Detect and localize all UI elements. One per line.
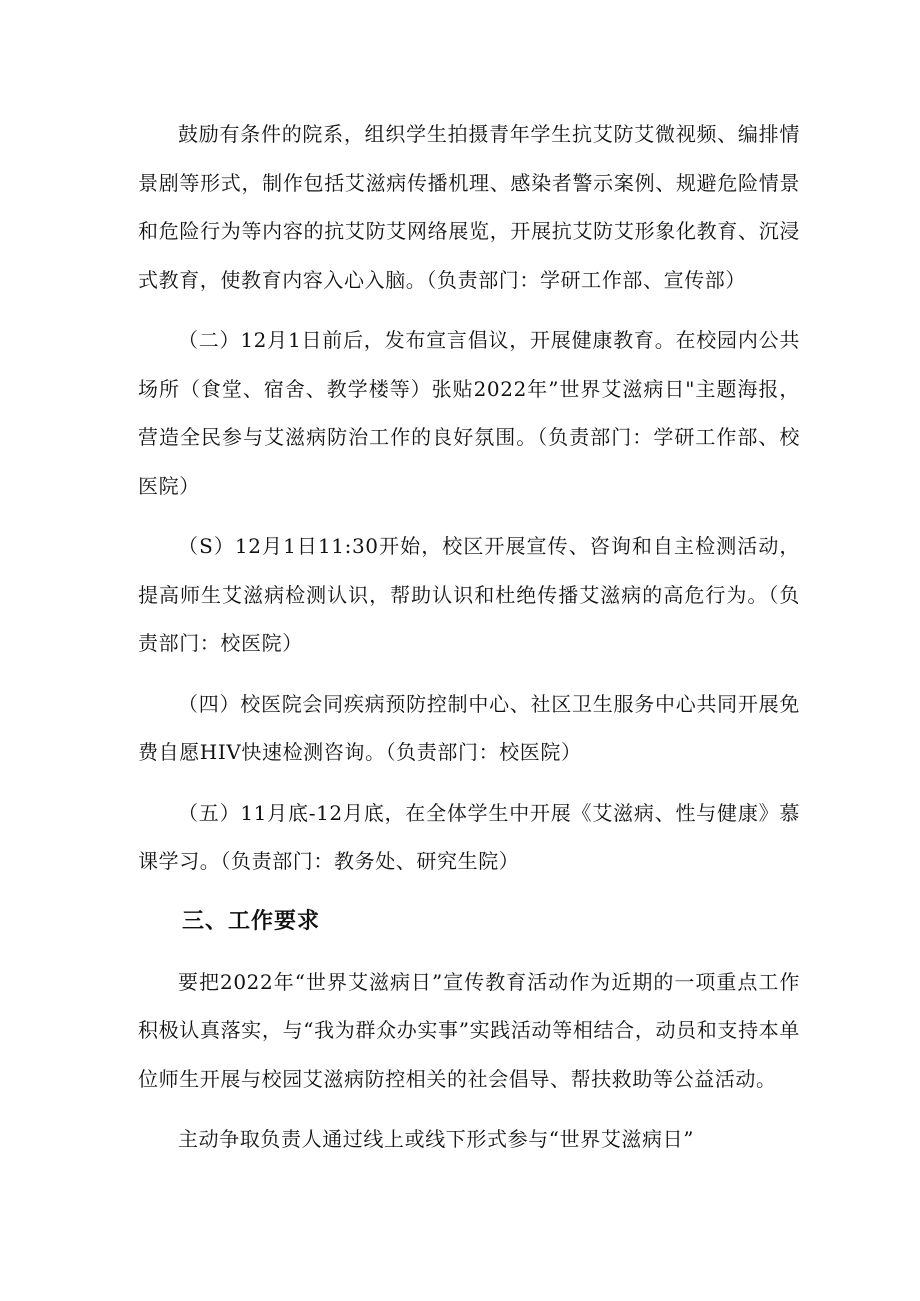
document-body (138, 110, 800, 1176)
paragraph-encourage-departments: 鼓励有条件的院系，组织学生拍摄青年学生抗艾防艾微视频、编排情景剧等形式，制作包括艾滋病传播机理、感染者警示案例、规避危险情景和危险行为等内容的抗艾防艾网络展览，开展抗艾防艾形象化教育、沉浸式教育，使教育内容入心入脑。（负责部门：学研工作部、宣传部） (138, 122, 800, 292)
section-heading-work-requirements: 三、工作要求 (182, 908, 321, 934)
paragraph-item-four: （四）校医院会同疾病预防控制中心、社区卫生服务中心共同开展免费自愿HIV快速检测咨询。（负责部门：校医院） (138, 691, 800, 764)
paragraph-item-three: （S）12月1日11:30开始，校区开展宣传、咨询和自主检测活动，提高师生艾滋病检测认识，帮助认识和杜绝传播艾滋病的高危行为。（负责部门：校医院） (138, 534, 800, 655)
paragraph-participation: 主动争取负责人通过线上或线下形式参与“世界艾滋病日” (178, 1127, 695, 1151)
paragraph-item-two: （二）12月1日前后，发布宣言倡议，开展健康教育。在校园内公共场所（食堂、宿舍、教学楼等）张贴2022年”世界艾滋病日"主题海报，营造全民参与艾滋病防治工作的良好氛围。（负责部门：学研工作部、校医院） (138, 328, 800, 498)
paragraph-requirements: 要把2022年“世界艾滋病日”宣传教育活动作为近期的一项重点工作积极认真落实，与“我为群众办实事”实践活动等相结合，动员和支持本单位师生开展与校园艾滋病防控相关的社会倡导、帮扶救助等公益活动。 (138, 969, 800, 1091)
paragraph-item-five: （五）11月底-12月底，在全体学生中开展《艾滋病、性与健康》慕课学习。（负责部门：教务处、研究生院） (138, 800, 800, 873)
